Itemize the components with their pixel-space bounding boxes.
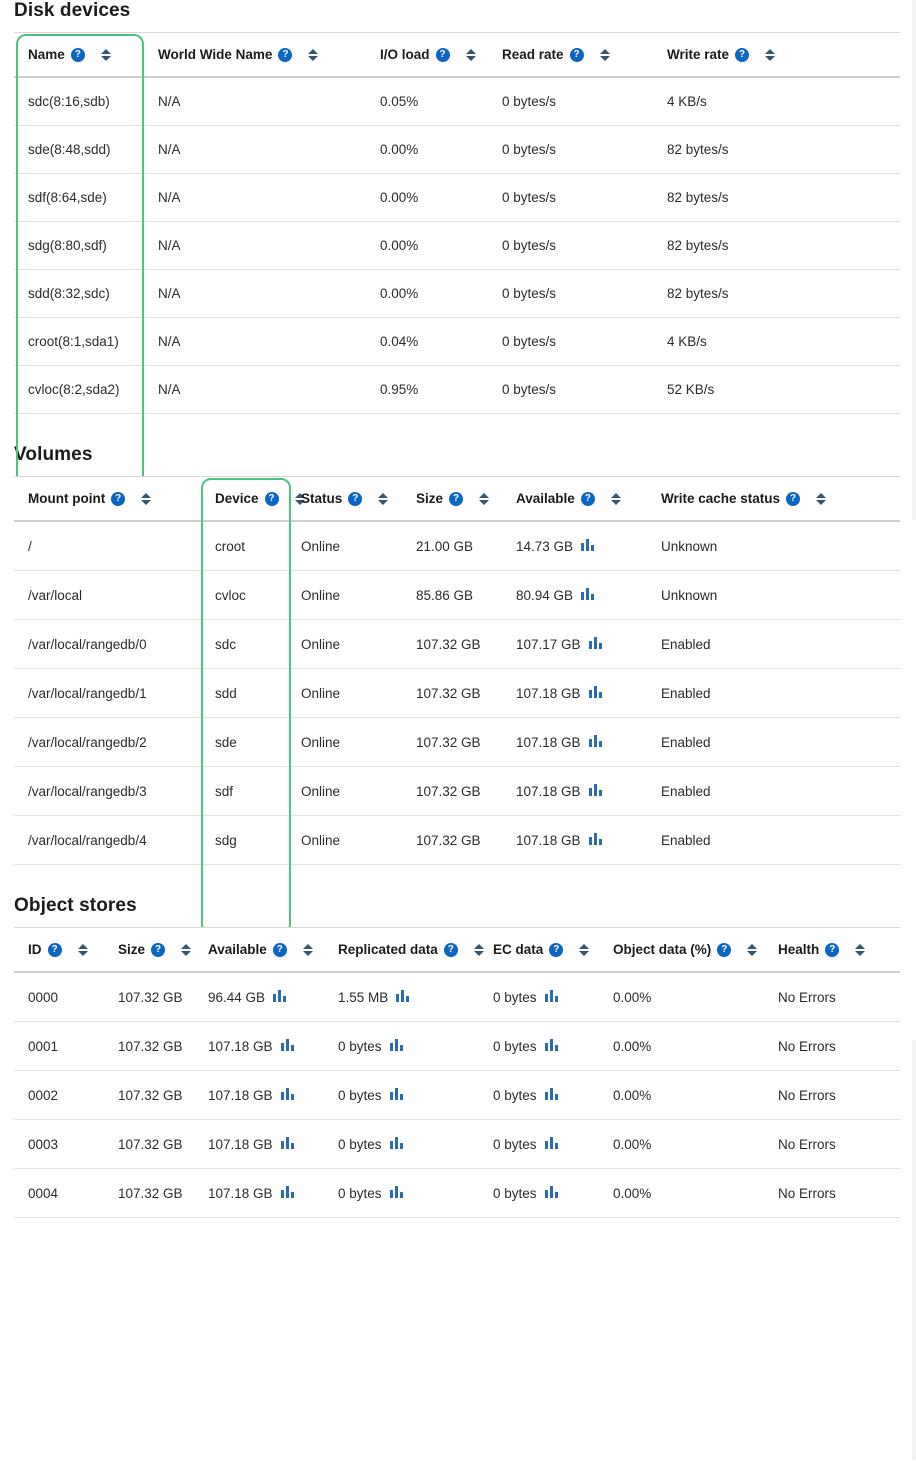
table-header-row — [14, 477, 900, 522]
cell-mount-point: /var/local/rangedb/4 — [14, 816, 201, 865]
cell-object-data-pct: 0.00% — [599, 1120, 764, 1169]
cell-size: 21.00 GB — [402, 521, 502, 571]
cell-available — [502, 620, 647, 669]
cell-available — [194, 1071, 324, 1120]
cell-write-cache-status: Enabled — [647, 767, 900, 816]
column-header-io-load[interactable] — [366, 33, 488, 78]
cell-size: 107.32 GB — [104, 1120, 194, 1169]
cell-health: No Errors — [764, 1120, 900, 1169]
column-label-mount-point: Mount point — [28, 491, 106, 506]
ec-data-value: 0 bytes — [493, 1185, 537, 1201]
available-value: 96.44 GB — [208, 989, 266, 1005]
cell-read-rate: 0 bytes/s — [488, 270, 653, 318]
help-icon[interactable]: ? — [48, 943, 62, 957]
cell-name: sde(8:48,sdd) — [14, 126, 144, 174]
bar-chart-icon[interactable] — [581, 587, 594, 603]
bar-chart-icon[interactable] — [545, 1038, 558, 1054]
cell-available — [194, 1169, 324, 1218]
column-header-name[interactable] — [14, 33, 144, 78]
cell-write-cache-status: Enabled — [647, 669, 900, 718]
help-icon[interactable]: ? — [436, 48, 450, 62]
cell-mount-point: /var/local/rangedb/2 — [14, 718, 201, 767]
table-row — [14, 222, 900, 270]
help-icon[interactable]: ? — [735, 48, 749, 62]
table-row — [14, 1071, 900, 1120]
column-label-size: Size — [118, 942, 146, 957]
available-value: 107.18 GB — [208, 1185, 273, 1201]
cell-id: 0004 — [14, 1169, 104, 1218]
table-header-row — [14, 33, 900, 78]
cell-ec-data — [479, 1071, 599, 1120]
disk-devices-table — [14, 32, 900, 414]
cell-available — [194, 972, 324, 1022]
cell-mount-point: / — [14, 521, 201, 571]
help-icon[interactable]: ? — [717, 943, 731, 957]
volumes-table — [14, 476, 900, 865]
help-icon[interactable]: ? — [265, 492, 279, 506]
available-value: 107.18 GB — [516, 685, 581, 701]
cell-name: sdg(8:80,sdf) — [14, 222, 144, 270]
column-header-size[interactable] — [104, 928, 194, 973]
sort-icon[interactable] — [181, 944, 191, 956]
table-row — [14, 972, 900, 1022]
cell-ec-data — [479, 1169, 599, 1218]
table-row — [14, 816, 900, 865]
bar-chart-icon[interactable] — [281, 1185, 294, 1201]
bar-chart-icon[interactable] — [281, 1038, 294, 1054]
cell-io-load: 0.00% — [366, 222, 488, 270]
cell-mount-point: /var/local/rangedb/1 — [14, 669, 201, 718]
column-header-device[interactable] — [201, 477, 287, 522]
cell-device: sdc — [201, 620, 287, 669]
bar-chart-icon[interactable] — [396, 989, 409, 1005]
sort-icon[interactable] — [474, 944, 484, 956]
bar-chart-icon[interactable] — [589, 636, 602, 652]
table-row — [14, 318, 900, 366]
cell-ec-data — [479, 972, 599, 1022]
cell-io-load: 0.04% — [366, 318, 488, 366]
cell-object-data-pct: 0.00% — [599, 1169, 764, 1218]
cell-device: sdf — [201, 767, 287, 816]
column-header-available[interactable] — [502, 477, 647, 522]
cell-io-load: 0.95% — [366, 366, 488, 414]
cell-name: sdf(8:64,sde) — [14, 174, 144, 222]
table-header-row — [14, 928, 900, 973]
cell-write-rate: 82 bytes/s — [653, 126, 900, 174]
help-icon[interactable]: ? — [151, 943, 165, 957]
cell-status: Online — [287, 816, 402, 865]
cell-write-cache-status: Unknown — [647, 571, 900, 620]
help-icon[interactable]: ? — [111, 492, 125, 506]
cell-world-wide-name: N/A — [144, 77, 366, 126]
table-row — [14, 767, 900, 816]
column-label-available: Available — [208, 942, 267, 957]
available-value: 14.73 GB — [516, 538, 574, 554]
ec-data-value: 0 bytes — [493, 1087, 537, 1103]
cell-available — [502, 767, 647, 816]
available-value: 107.18 GB — [208, 1136, 273, 1152]
bar-chart-icon[interactable] — [589, 832, 602, 848]
cell-size: 107.32 GB — [402, 767, 502, 816]
cell-io-load: 0.05% — [366, 77, 488, 126]
column-label-world-wide-name: World Wide Name — [158, 47, 273, 62]
table-row — [14, 669, 900, 718]
help-icon[interactable]: ? — [786, 492, 800, 506]
sort-icon[interactable] — [600, 49, 610, 61]
table-row — [14, 77, 900, 126]
cell-world-wide-name: N/A — [144, 270, 366, 318]
cell-write-cache-status: Enabled — [647, 816, 900, 865]
replicated-data-value: 0 bytes — [338, 1136, 382, 1152]
bar-chart-icon[interactable] — [281, 1136, 294, 1152]
help-icon[interactable]: ? — [570, 48, 584, 62]
table-row — [14, 571, 900, 620]
sort-icon[interactable] — [378, 493, 388, 505]
cell-write-rate: 52 KB/s — [653, 366, 900, 414]
column-header-health[interactable] — [764, 928, 900, 973]
column-header-write-cache-status[interactable] — [647, 477, 900, 522]
cell-available — [502, 669, 647, 718]
available-value: 107.17 GB — [516, 636, 581, 652]
cell-io-load: 0.00% — [366, 270, 488, 318]
cell-replicated-data — [324, 1022, 479, 1071]
cell-replicated-data — [324, 1071, 479, 1120]
cell-write-rate: 82 bytes/s — [653, 222, 900, 270]
disk-devices-table-body — [14, 77, 900, 414]
help-icon[interactable]: ? — [825, 943, 839, 957]
bar-chart-icon[interactable] — [589, 734, 602, 750]
sort-icon[interactable] — [101, 49, 111, 61]
table-row — [14, 174, 900, 222]
cell-write-rate: 4 KB/s — [653, 77, 900, 126]
disk-devices-section — [0, 0, 916, 414]
cell-available — [502, 571, 647, 620]
bar-chart-icon[interactable] — [545, 1136, 558, 1152]
cell-status: Online — [287, 571, 402, 620]
cell-status: Online — [287, 767, 402, 816]
available-value: 107.18 GB — [208, 1087, 273, 1103]
table-row — [14, 366, 900, 414]
cell-size: 107.32 GB — [104, 1071, 194, 1120]
cell-status: Online — [287, 718, 402, 767]
column-header-ec-data[interactable] — [479, 928, 599, 973]
column-label-size: Size — [416, 491, 444, 506]
column-label-object-data-pct: Object data (%) — [613, 942, 712, 957]
cell-status: Online — [287, 521, 402, 571]
cell-ec-data — [479, 1120, 599, 1169]
cell-write-cache-status: Unknown — [647, 521, 900, 571]
volumes-table-body — [14, 521, 900, 865]
bar-chart-icon[interactable] — [390, 1185, 403, 1201]
cell-mount-point: /var/local — [14, 571, 201, 620]
cell-available — [502, 718, 647, 767]
column-label-status: Status — [301, 491, 343, 506]
column-header-write-rate[interactable] — [653, 33, 900, 78]
object-stores-table — [14, 927, 900, 1218]
ec-data-value: 0 bytes — [493, 1038, 537, 1054]
disk-devices-title: Disk devices — [14, 0, 131, 21]
cell-name: croot(8:1,sda1) — [14, 318, 144, 366]
cell-read-rate: 0 bytes/s — [488, 222, 653, 270]
column-header-status[interactable] — [287, 477, 402, 522]
cell-health: No Errors — [764, 1022, 900, 1071]
cell-device: sdg — [201, 816, 287, 865]
column-label-available: Available — [516, 491, 575, 506]
ec-data-value: 0 bytes — [493, 1136, 537, 1152]
bar-chart-icon[interactable] — [589, 783, 602, 799]
cell-name: sdc(8:16,sdb) — [14, 77, 144, 126]
cell-world-wide-name: N/A — [144, 126, 366, 174]
column-label-id: ID — [28, 942, 42, 957]
cell-object-data-pct: 0.00% — [599, 1071, 764, 1120]
replicated-data-value: 0 bytes — [338, 1038, 382, 1054]
available-value: 107.18 GB — [208, 1038, 273, 1054]
cell-object-data-pct: 0.00% — [599, 1022, 764, 1071]
cell-replicated-data — [324, 1120, 479, 1169]
cell-read-rate: 0 bytes/s — [488, 174, 653, 222]
cell-world-wide-name: N/A — [144, 318, 366, 366]
column-header-object-data-pct[interactable] — [599, 928, 764, 973]
help-icon[interactable]: ? — [348, 492, 362, 506]
cell-replicated-data — [324, 1169, 479, 1218]
help-icon[interactable]: ? — [581, 492, 595, 506]
sort-icon[interactable] — [308, 49, 318, 61]
cell-write-cache-status: Enabled — [647, 620, 900, 669]
bar-chart-icon[interactable] — [390, 1087, 403, 1103]
cell-mount-point: /var/local/rangedb/0 — [14, 620, 201, 669]
cell-write-rate: 82 bytes/s — [653, 270, 900, 318]
bar-chart-icon[interactable] — [390, 1038, 403, 1054]
sort-icon[interactable] — [747, 944, 757, 956]
column-header-world-wide-name[interactable] — [144, 33, 366, 78]
cell-size: 107.32 GB — [104, 1169, 194, 1218]
bar-chart-icon[interactable] — [545, 1087, 558, 1103]
cell-write-rate: 82 bytes/s — [653, 174, 900, 222]
sort-icon[interactable] — [479, 493, 489, 505]
replicated-data-value: 0 bytes — [338, 1185, 382, 1201]
cell-id: 0002 — [14, 1071, 104, 1120]
cell-mount-point: /var/local/rangedb/3 — [14, 767, 201, 816]
cell-read-rate: 0 bytes/s — [488, 318, 653, 366]
column-label-read-rate: Read rate — [502, 47, 564, 62]
cell-size: 107.32 GB — [402, 620, 502, 669]
sort-icon[interactable] — [765, 49, 775, 61]
cell-name: cvloc(8:2,sda2) — [14, 366, 144, 414]
cell-write-cache-status: Enabled — [647, 718, 900, 767]
available-value: 107.18 GB — [516, 832, 581, 848]
scroll-edge-mark-bottom — [912, 1040, 916, 1460]
cell-health: No Errors — [764, 1071, 900, 1120]
help-icon[interactable]: ? — [273, 943, 287, 957]
cell-id: 0000 — [14, 972, 104, 1022]
cell-id: 0003 — [14, 1120, 104, 1169]
sort-icon[interactable] — [141, 493, 151, 505]
bar-chart-icon[interactable] — [281, 1087, 294, 1103]
sort-icon[interactable] — [611, 493, 621, 505]
help-icon[interactable]: ? — [444, 943, 458, 957]
column-label-device: Device — [215, 491, 259, 506]
cell-write-rate: 4 KB/s — [653, 318, 900, 366]
available-value: 107.18 GB — [516, 734, 581, 750]
cell-status: Online — [287, 620, 402, 669]
column-label-replicated-data: Replicated data — [338, 942, 438, 957]
sort-icon[interactable] — [303, 944, 313, 956]
sort-icon[interactable] — [78, 944, 88, 956]
cell-size: 107.32 GB — [402, 718, 502, 767]
table-row — [14, 521, 900, 571]
table-row — [14, 1022, 900, 1071]
cell-device: cvloc — [201, 571, 287, 620]
object-stores-table-wrap — [14, 927, 900, 1218]
object-stores-table-body — [14, 972, 900, 1218]
cell-size: 107.32 GB — [402, 669, 502, 718]
cell-world-wide-name: N/A — [144, 366, 366, 414]
bar-chart-icon[interactable] — [390, 1136, 403, 1152]
cell-id: 0001 — [14, 1022, 104, 1071]
column-label-write-rate: Write rate — [667, 47, 730, 62]
cell-available — [194, 1022, 324, 1071]
object-stores-title: Object stores — [14, 895, 137, 916]
cell-available — [502, 521, 647, 571]
table-row — [14, 620, 900, 669]
cell-available — [194, 1120, 324, 1169]
disk-devices-table-wrap — [14, 32, 900, 414]
cell-health: No Errors — [764, 972, 900, 1022]
cell-size: 107.32 GB — [104, 1022, 194, 1071]
cell-io-load: 0.00% — [366, 174, 488, 222]
table-row — [14, 270, 900, 318]
column-header-mount-point[interactable] — [14, 477, 201, 522]
column-label-health: Health — [778, 942, 820, 957]
volumes-section — [0, 444, 916, 865]
cell-world-wide-name: N/A — [144, 174, 366, 222]
cell-ec-data — [479, 1022, 599, 1071]
bar-chart-icon[interactable] — [581, 538, 594, 554]
column-header-id[interactable] — [14, 928, 104, 973]
cell-io-load: 0.00% — [366, 126, 488, 174]
cell-read-rate: 0 bytes/s — [488, 366, 653, 414]
cell-device: croot — [201, 521, 287, 571]
column-label-name: Name — [28, 47, 65, 62]
help-icon[interactable]: ? — [449, 492, 463, 506]
sort-icon[interactable] — [855, 944, 865, 956]
cell-status: Online — [287, 669, 402, 718]
help-icon[interactable]: ? — [549, 943, 563, 957]
volumes-title: Volumes — [14, 444, 93, 465]
cell-replicated-data — [324, 972, 479, 1022]
column-header-replicated-data[interactable] — [324, 928, 479, 973]
available-value: 80.94 GB — [516, 587, 574, 603]
cell-name: sdd(8:32,sdc) — [14, 270, 144, 318]
cell-read-rate: 0 bytes/s — [488, 126, 653, 174]
table-row — [14, 126, 900, 174]
object-stores-section — [0, 895, 916, 1218]
column-label-io-load: I/O load — [380, 47, 430, 62]
cell-size: 107.32 GB — [402, 816, 502, 865]
scroll-edge-mark-top — [912, 0, 916, 520]
column-header-read-rate[interactable] — [488, 33, 653, 78]
volumes-table-wrap — [14, 476, 900, 865]
cell-available — [502, 816, 647, 865]
cell-health: No Errors — [764, 1169, 900, 1218]
ec-data-value: 0 bytes — [493, 989, 537, 1005]
column-header-available[interactable] — [194, 928, 324, 973]
cell-device: sde — [201, 718, 287, 767]
help-icon[interactable]: ? — [71, 48, 85, 62]
table-row — [14, 1169, 900, 1218]
table-row — [14, 718, 900, 767]
column-header-size[interactable] — [402, 477, 502, 522]
cell-size: 85.86 GB — [402, 571, 502, 620]
cell-read-rate: 0 bytes/s — [488, 77, 653, 126]
replicated-data-value: 0 bytes — [338, 1087, 382, 1103]
column-label-ec-data: EC data — [493, 942, 544, 957]
bar-chart-icon[interactable] — [589, 685, 602, 701]
bar-chart-icon[interactable] — [545, 1185, 558, 1201]
column-label-write-cache-status: Write cache status — [661, 491, 781, 506]
cell-object-data-pct: 0.00% — [599, 972, 764, 1022]
help-icon[interactable]: ? — [278, 48, 292, 62]
sort-icon[interactable] — [579, 944, 589, 956]
cell-world-wide-name: N/A — [144, 222, 366, 270]
cell-size: 107.32 GB — [104, 972, 194, 1022]
sort-icon[interactable] — [466, 49, 476, 61]
available-value: 107.18 GB — [516, 783, 581, 799]
bar-chart-icon[interactable] — [273, 989, 286, 1005]
table-row — [14, 1120, 900, 1169]
bar-chart-icon[interactable] — [545, 989, 558, 1005]
sort-icon[interactable] — [816, 493, 826, 505]
replicated-data-value: 1.55 MB — [338, 989, 389, 1005]
cell-device: sdd — [201, 669, 287, 718]
